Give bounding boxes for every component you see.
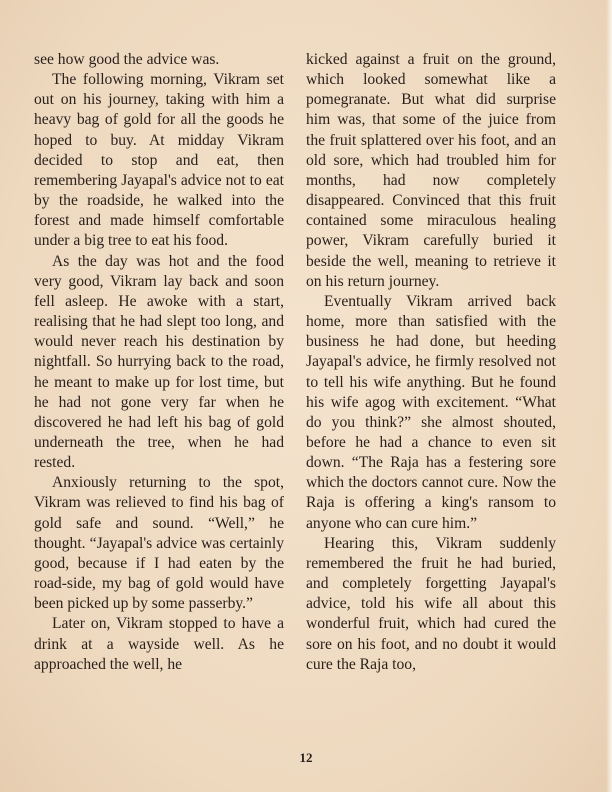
right-column bbox=[306, 50, 556, 675]
paragraph: Anxiously returning to the spot, Vikram was relieved to find his bag of gold safe and sound. “Well,” he thought. “Jayapal's advice was certainly good, because if I had eaten by the road-side, my bag of gold would have been picked up by some passerby.” bbox=[34, 474, 284, 613]
paragraph-continued: kicked against a fruit on the ground, which looked somewhat like a pomegranate. But what did surprise him was, that some of the juice from the fruit splattered over his foot, and an old sore, which had troubled him for months, had now completely disappeared. Convinced that this fruit contained some miraculous healing power, Vikram carefully buried it beside the well, meaning to retrieve it on his return journey. bbox=[306, 51, 556, 290]
paragraph: Hearing this, Vikram suddenly remembered the fruit he had buried, and completely forgetting Jayapal's advice, told his wife all about this wonderful fruit, which had cured the sore on his foot, and no doubt it would cure the Raja too, bbox=[306, 534, 556, 673]
page-edge bbox=[606, 0, 612, 792]
paragraph-continued: see how good the advice was. bbox=[34, 51, 220, 68]
paragraph: The following morning, Vikram set out on his journey, taking with him a heavy bag of gold for all the goods he hoped to buy. At midday Vikram decided to stop and eat, then remembering Jayapal's advice not to eat by the roadside, he walked into the forest and made himself comfortable under a big tree to eat his food. bbox=[34, 71, 284, 250]
paragraph: As the day was hot and the food very good, Vikram lay back and soon fell asleep. He awoke with a start, realising that he had slept too long, and would never reach his destination by nightfall. So hurrying back to the road, he meant to make up for lost time, but he had not gone very far when he discovered he had left his bag of gold underneath the tree, when he had rested. bbox=[34, 252, 284, 472]
left-column bbox=[34, 50, 284, 675]
paragraph: Later on, Vikram stopped to have a drink at a wayside well. As he approached the well, he bbox=[34, 615, 284, 673]
page-number: 12 bbox=[299, 750, 313, 765]
paragraph: Eventually Vikram arrived back home, more than satisfied with the business he had done, but heeding Jayapal's advice, he firmly resolved not to tell his wife anything. But he found his wife agog with excitement. “What do you think?” she almost shouted, before he had a chance to even sit down. “The Raja has a festering sore which the doctors cannot cure. Now the Raja is offering a king's ransom to anyone who can cure him.” bbox=[306, 292, 556, 532]
